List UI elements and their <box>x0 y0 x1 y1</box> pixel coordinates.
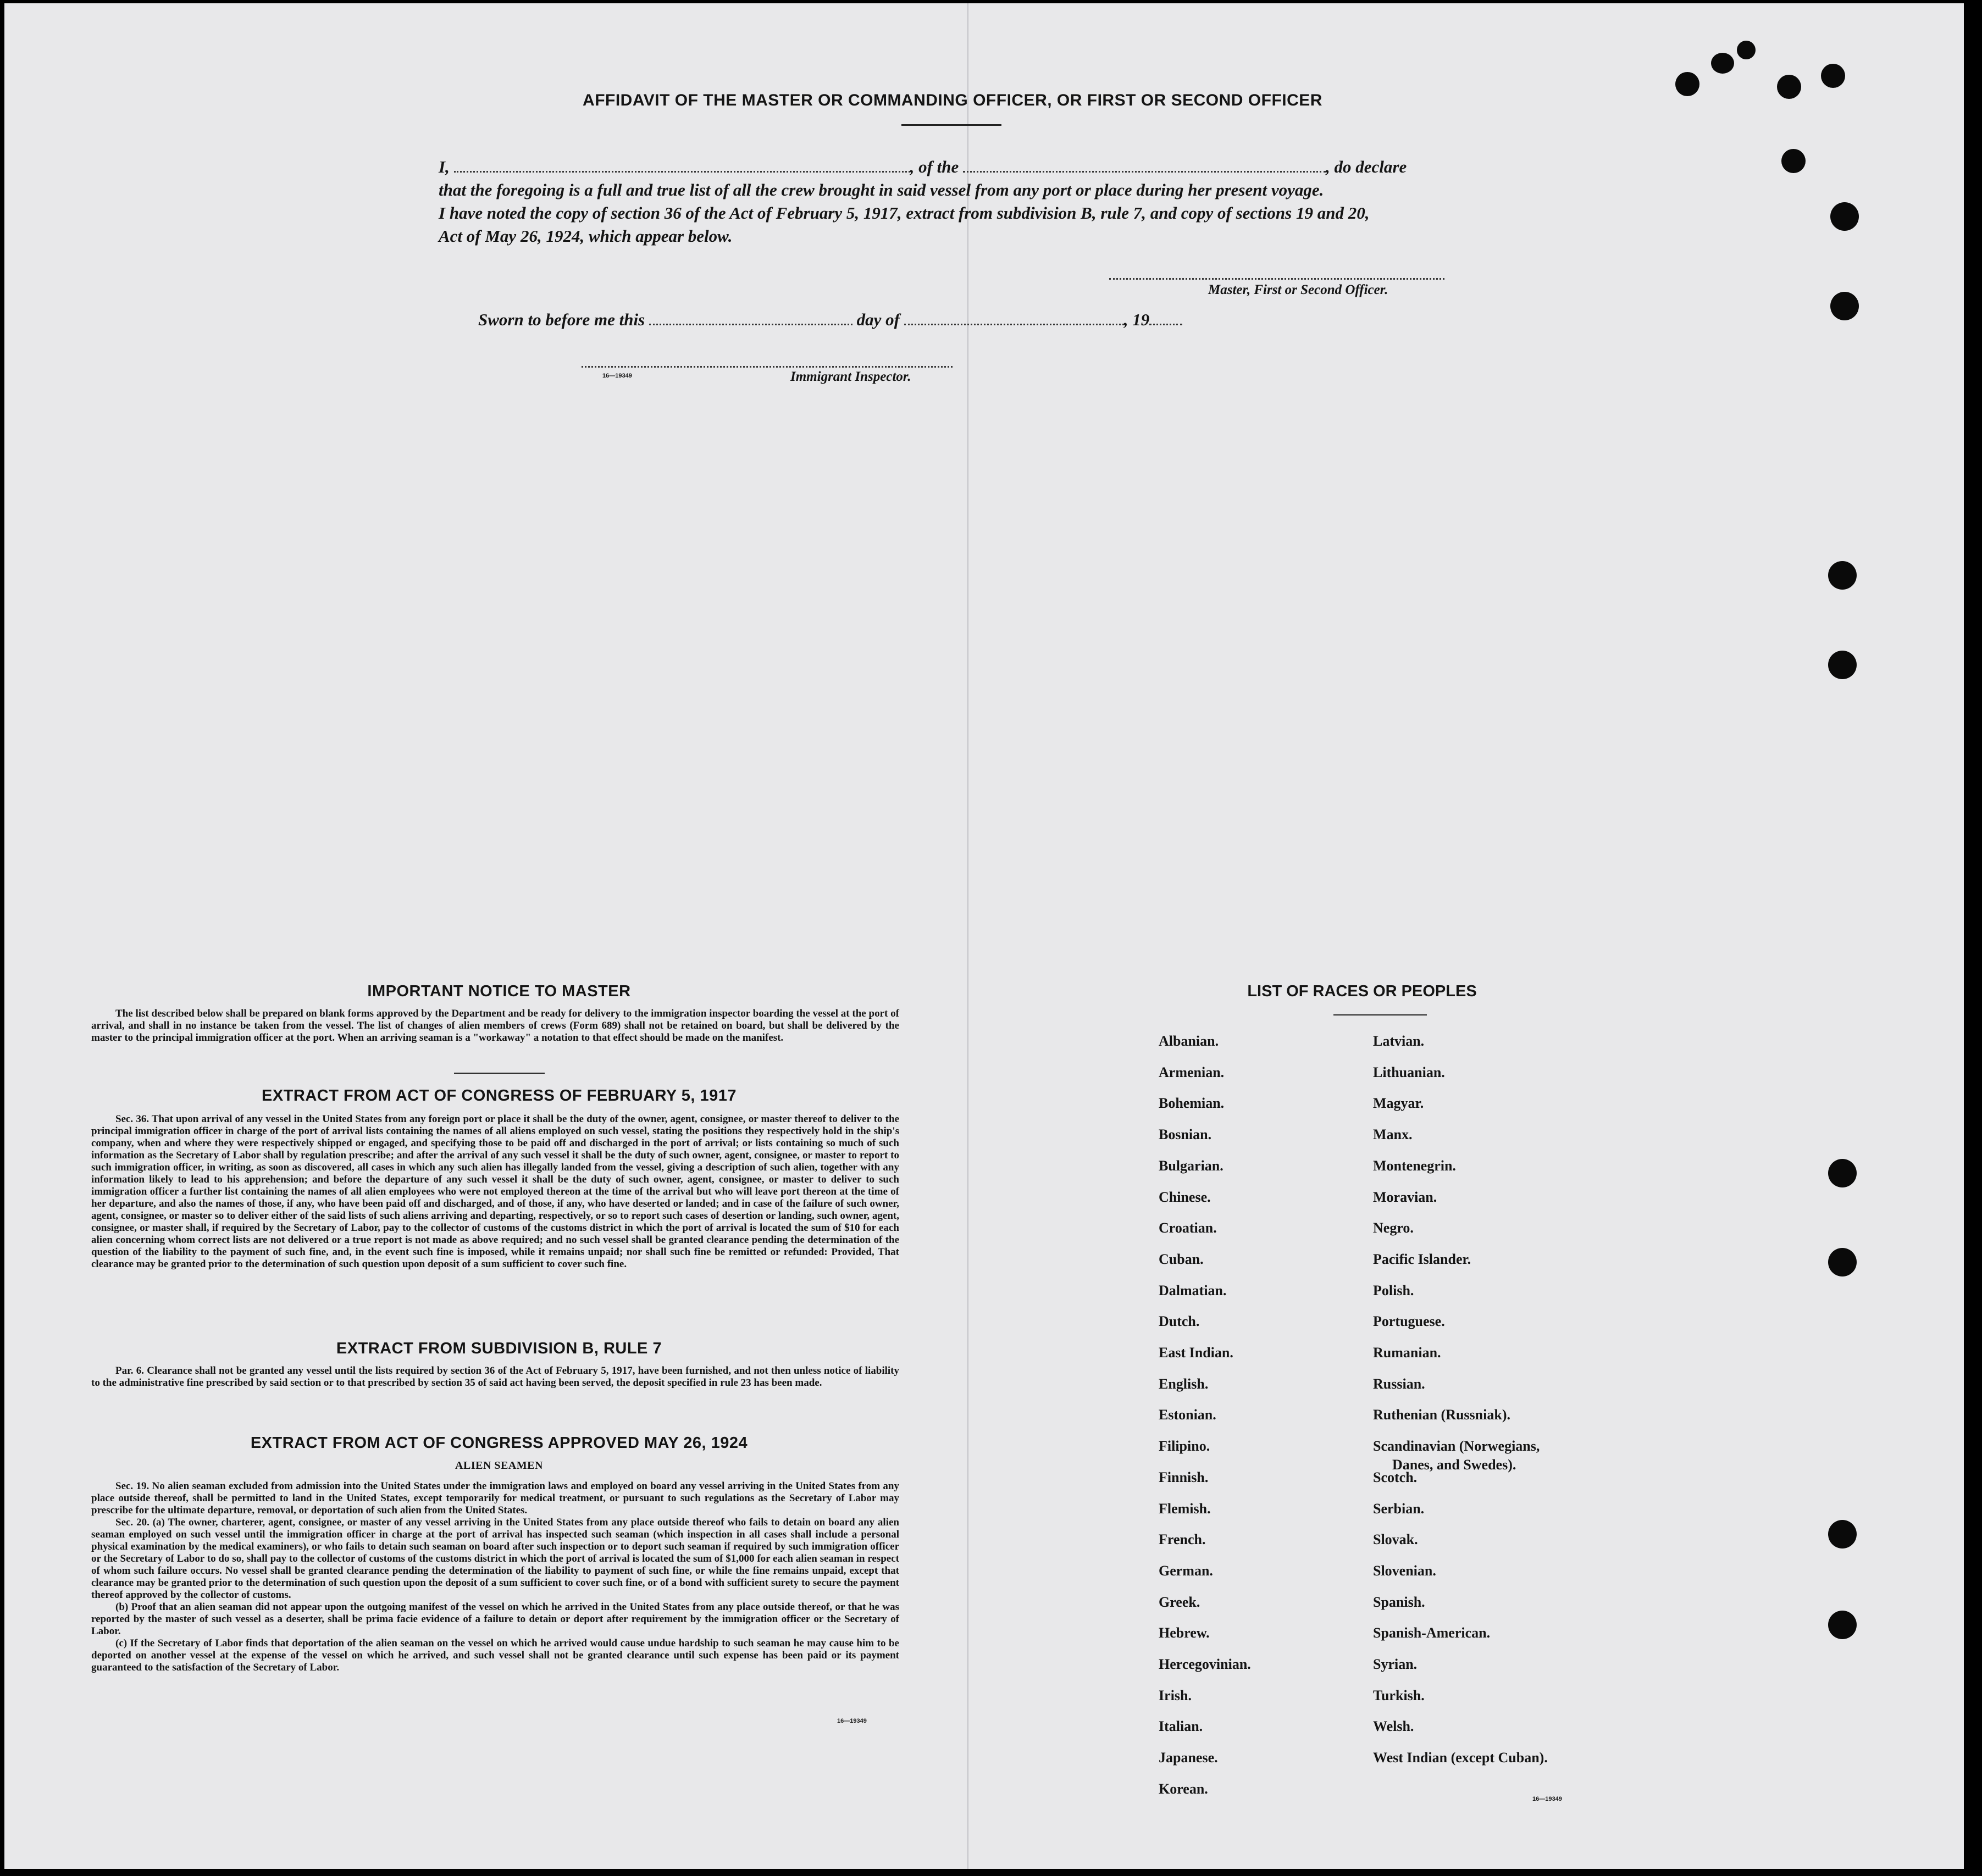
race-item: Pacific Islander. <box>1373 1251 1471 1267</box>
race-item: Lithuanian. <box>1373 1064 1445 1080</box>
sworn-day-of: day of <box>856 310 900 329</box>
races-form-number: 16—19349 <box>1532 1796 1562 1802</box>
race-item: Manx. <box>1373 1126 1413 1143</box>
race-item: English. <box>1159 1375 1209 1392</box>
race-item: Russian. <box>1373 1375 1425 1392</box>
race-item: Flemish. <box>1159 1500 1211 1517</box>
punch-hole-icon <box>1828 1520 1857 1548</box>
sworn-year: , 19 <box>1123 310 1150 329</box>
vessel-name-field[interactable] <box>963 171 1326 173</box>
race-item: Estonian. <box>1159 1407 1216 1423</box>
race-item: Dalmatian. <box>1159 1282 1227 1298</box>
race-item: Spanish. <box>1373 1594 1425 1610</box>
notice-paragraph: The list described below shall be prepared on blank forms approved by the Department and be ready for delivery to the immigration inspector boarding the vessel at the port of arrival, and shall in no instance be taken from the vessel. The list of changes of alien members of crews (Form 689) shall not be retained on board, but shall be delivered by the master to the principal immigration officer at the port. When an arriving seaman is a "workaway" a notation to that effect should be made on the manifest. <box>91 1008 899 1044</box>
race-item: Portuguese. <box>1373 1313 1445 1330</box>
race-item: Albanian. <box>1159 1033 1219 1049</box>
race-item: Ruthenian (Russniak). <box>1373 1407 1510 1423</box>
declarant-name-field[interactable] <box>454 171 910 173</box>
race-item: Danes, and Swedes). <box>1392 1457 1516 1473</box>
master-signature-label: Master, First or Second Officer. <box>1208 282 1388 297</box>
notice-divider <box>454 1073 545 1074</box>
of-the-text: , of the <box>910 157 959 176</box>
race-item: Slovenian. <box>1373 1562 1436 1579</box>
punch-hole-icon <box>1828 561 1857 590</box>
sec-20a-paragraph: Sec. 20. (a) The owner, charterer, agent, consignee, or master of any vessel arriving in the United States from any place outside thereof who fails to detain on board any alien seaman employed on such vessel until the immigration officer in charge at the port of arrival has inspected such seaman (which inspection in all cases shall include a personal physical examination by the medical examiners), or who fails to detain such seaman on board after such inspection or to deport such seaman if required by such immigration officer or the Secretary of Labor to do so, shall pay to the collector of customs of the customs district in which the port of arrival is located the sum of $1,000 for each alien seaman in respect of whom such failure occurs. No vessel shall be granted clearance pending the determination of the liability to payment of such fine, or while the fine remains unpaid, except that clearance may be granted prior to the determination of such question upon the deposit of a sum sufficient to cover such fine, or of a bond with sufficient surety to secure the payment thereof approved by the collector of customs. <box>91 1517 899 1601</box>
sworn-line <box>478 310 1523 330</box>
sec-36-paragraph: Sec. 36. That upon arrival of any vessel in the United States from any foreign port or place it shall be the duty of the owner, agent, consignee, or master thereof to deliver to the principal immigration officer in charge of the port of arrival lists containing the names of all aliens employed on such vessel, stating the positions they respectively hold in the ship's company, when and where they were respectively shipped or engaged, and specifying those to be paid off and discharged in the port of arrival; or lists containing so much of such information as the Secretary of Labor shall by regulation prescribe; and after the arrival of any such vessel it shall be the duty of such owner, agent, consignee, or master to report to such immigration officer, in writing, as soon as discovered, all cases in which any such alien has illegally landed from the vessel, giving a description of such alien, together with any information likely to lead to his apprehension; and before the departure of any such vessel it shall be the duty of such owner, agent, consignee, or master to deliver to such immigration officer a further list containing the names of all alien employees who were not employed thereon at the time of the arrival but who will leave port thereon at the time of her departure, and also the names of those, if any, who have been paid off and discharged, and of those, if any, who have deserted or landed; and in case of the failure of such owner, agent, consignee, or master so to deliver either of the said lists of such aliens arriving and departing, respectively, or so to report such cases of desertion or landing, such owner, agent, consignee, or master shall, if required by the Secretary of Labor, pay to the collector of customs of the customs district in which the port of arrival is located the sum of $10 for each alien concerning whom correct lists are not delivered or a true report is not made as above required; and no such vessel shall be granted clearance pending the determination of the question of the liability to the payment of such fine, and, in the event such fine is imposed, while it remains unpaid; nor shall such fine be remitted or refunded: Provided, That clearance may be granted prior to the determination of such question upon deposit of a sum sufficient to cover such fine. <box>91 1113 899 1270</box>
race-item: Rumanian. <box>1373 1345 1441 1361</box>
declarant-prefix: I, <box>439 157 450 176</box>
race-item: East Indian. <box>1159 1345 1233 1361</box>
race-item: Bulgarian. <box>1159 1157 1223 1174</box>
race-item: Greek. <box>1159 1594 1200 1610</box>
punch-hole-icon <box>1711 53 1734 74</box>
affidavit-line-2: that the foregoing is a full and true list of all the crew brought in said vessel from any port or place during her present voyage. <box>439 180 1324 199</box>
master-signature-line[interactable] <box>1109 278 1444 280</box>
race-item: Serbian. <box>1373 1500 1425 1517</box>
document-page <box>4 3 1964 1869</box>
race-item: Croatian. <box>1159 1220 1217 1236</box>
punch-hole-icon <box>1821 64 1845 88</box>
notice-text <box>91 1008 899 1044</box>
inspector-signature-line[interactable] <box>582 366 953 368</box>
affidavit-line-3: I have noted the copy of section 36 of the Act of February 5, 1917, extract from subdivision B, rule 7, and copy of sections 19 and 20, <box>439 203 1370 223</box>
rule-7-title: EXTRACT FROM SUBDIVISION B, RULE 7 <box>336 1340 662 1357</box>
notice-title: IMPORTANT NOTICE TO MASTER <box>367 983 631 1000</box>
punch-hole-icon <box>1781 149 1806 173</box>
do-declare-text: , do declare <box>1326 157 1407 176</box>
race-item: Hercegovinian. <box>1159 1656 1251 1672</box>
sec-20b-paragraph: (b) Proof that an alien seaman did not appear upon the outgoing manifest of the vessel on which he arrived in the United States from any place outside thereof, or that he was reported by the master of such vessel as a deserter, shall be prima facie evidence of a failure to detain or deport after requirement by the immigration officer or the Secretary of Labor. <box>91 1601 899 1637</box>
races-title-underline <box>1333 1014 1427 1015</box>
race-item: Irish. <box>1159 1687 1192 1703</box>
affidavit-form-number: 16—19349 <box>602 373 632 379</box>
race-item: Armenian. <box>1159 1064 1225 1080</box>
race-item: Dutch. <box>1159 1313 1200 1330</box>
race-item: Finnish. <box>1159 1469 1209 1485</box>
race-item: Spanish-American. <box>1373 1625 1491 1641</box>
title-underline <box>901 124 1001 126</box>
sec-19-paragraph: Sec. 19. No alien seaman excluded from admission into the United States under the immigration laws and employed on board any vessel arriving in the United States from any place outside thereof, shall be permitted to land in the United States, except temporarily for medical treatment, or pursuant to such regulations as the Secretary of Labor may prescribe for the ultimate departure, removal, or deportation of such alien from the United States. <box>91 1480 899 1516</box>
punch-hole-icon <box>1830 292 1859 320</box>
race-item: Welsh. <box>1373 1718 1414 1735</box>
race-item: West Indian (except Cuban). <box>1373 1750 1548 1766</box>
race-item: Turkish. <box>1373 1687 1425 1703</box>
race-item: Montenegrin. <box>1373 1157 1456 1174</box>
race-item: Moravian. <box>1373 1189 1437 1205</box>
race-item: Bosnian. <box>1159 1126 1212 1143</box>
race-item: Italian. <box>1159 1718 1203 1735</box>
race-item: Polish. <box>1373 1282 1414 1298</box>
inspector-label: Immigrant Inspector. <box>790 369 911 384</box>
race-item: Syrian. <box>1373 1656 1418 1672</box>
sec-20c-paragraph: (c) If the Secretary of Labor finds that deportation of the alien seaman on the vessel on which he arrived would cause undue hardship to such seaman he may cause him to be deported on another vessel at the expense of the vessel on which he arrived, and such vessel shall not be granted clearance until such expense has been paid or its payment guaranteed to the satisfaction of the Secretary of Labor. <box>91 1638 899 1673</box>
sworn-day-field[interactable] <box>649 324 852 325</box>
race-item: Scandinavian (Norwegians, <box>1373 1438 1540 1455</box>
race-item: Cuban. <box>1159 1251 1204 1267</box>
rule-7-text <box>91 1365 899 1389</box>
punch-hole-icon <box>1828 651 1857 679</box>
extract-1924-text <box>91 1480 899 1674</box>
punch-hole-icon <box>1675 72 1699 96</box>
alien-seamen-subtitle: ALIEN SEAMEN <box>455 1459 543 1472</box>
race-item: Korean. <box>1159 1780 1208 1797</box>
race-item: Slovak. <box>1373 1531 1418 1548</box>
sworn-month-field[interactable] <box>904 324 1124 325</box>
affidavit-line-4: Act of May 26, 1924, which appear below. <box>439 226 733 246</box>
punch-hole-icon <box>1830 202 1859 231</box>
punch-hole-icon <box>1828 1248 1857 1276</box>
extract-form-number: 16—19349 <box>837 1718 867 1724</box>
race-item: Japanese. <box>1159 1750 1218 1766</box>
races-title: LIST OF RACES OR PEOPLES <box>1247 983 1477 1000</box>
punch-hole-icon <box>1777 75 1801 99</box>
par-6-paragraph: Par. 6. Clearance shall not be granted any vessel until the lists required by section 36 of the Act of February 5, 1917, have been furnished, and not then unless notice of liability to the administrative fine prescribed by said section or to that prescribed by section 35 of said act having been served, the deposit specified in rule 23 has been made. <box>91 1365 899 1389</box>
race-item: Bohemian. <box>1159 1095 1225 1112</box>
page-fold-line <box>967 3 968 1869</box>
race-item: Latvian. <box>1373 1033 1425 1049</box>
punch-hole-icon <box>1828 1159 1857 1187</box>
race-item: German. <box>1159 1562 1213 1579</box>
punch-hole-icon <box>1737 41 1756 59</box>
race-item: Negro. <box>1373 1220 1414 1236</box>
affidavit-line-1 <box>439 157 1483 177</box>
sworn-year-field[interactable] <box>1149 324 1182 325</box>
race-item: Magyar. <box>1373 1095 1424 1112</box>
race-item: Chinese. <box>1159 1189 1211 1205</box>
extract-1924-title: EXTRACT FROM ACT OF CONGRESS APPROVED MAY 26, 1924 <box>250 1434 748 1452</box>
extract-1917-text <box>91 1113 899 1270</box>
sworn-prefix: Sworn to before me this <box>478 310 645 329</box>
race-item: French. <box>1159 1531 1206 1548</box>
race-item: Scotch. <box>1373 1469 1418 1485</box>
race-item: Filipino. <box>1159 1438 1210 1455</box>
race-item: Hebrew. <box>1159 1625 1210 1641</box>
extract-1917-title: EXTRACT FROM ACT OF CONGRESS OF FEBRUARY 5, 1917 <box>261 1087 737 1104</box>
punch-hole-icon <box>1828 1611 1857 1639</box>
affidavit-title: AFFIDAVIT OF THE MASTER OR COMMANDING OFFICER, OR FIRST OR SECOND OFFICER <box>583 91 1322 109</box>
